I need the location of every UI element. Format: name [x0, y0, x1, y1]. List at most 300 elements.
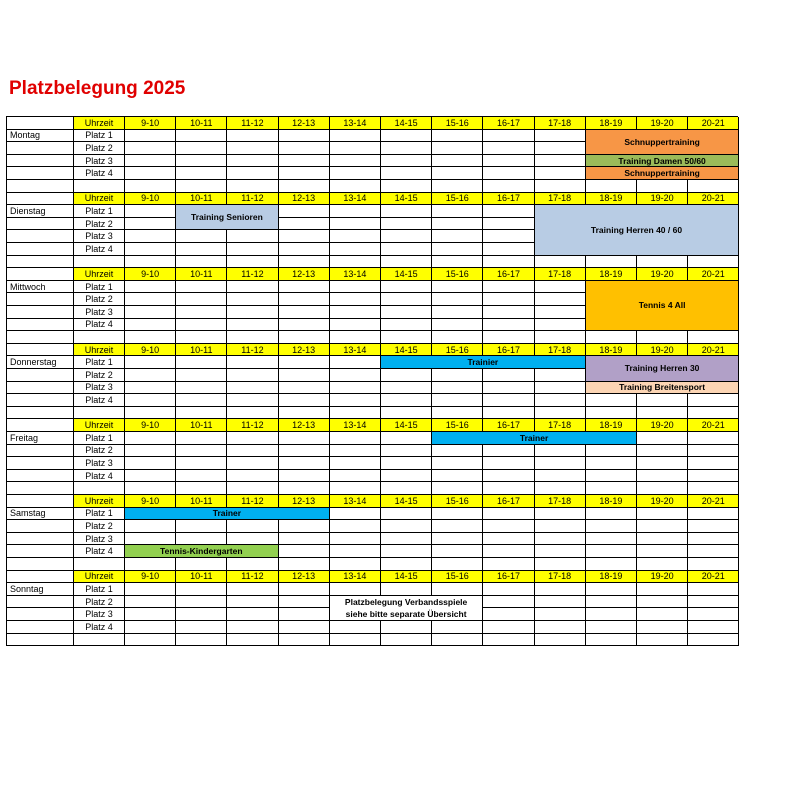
time-slot-header: 16-17: [483, 419, 534, 432]
schedule-cell: [176, 382, 227, 395]
schedule-cell: [125, 596, 176, 609]
schedule-cell: [279, 142, 330, 155]
spacer-cell: [688, 407, 739, 420]
spacer-cell: [74, 331, 125, 344]
schedule-cell: [637, 394, 688, 407]
schedule-cell: [535, 382, 586, 395]
schedule-cell: [125, 319, 176, 332]
spacer-cell: [125, 558, 176, 571]
schedule-cell: [227, 356, 278, 369]
schedule-cell: [637, 445, 688, 458]
court-label: Platz 4: [74, 243, 125, 256]
time-slot-header: 11-12: [227, 117, 278, 130]
day-header-blank: [7, 571, 74, 584]
schedule-cell: [330, 142, 381, 155]
schedule-cell: [125, 230, 176, 243]
schedule-cell: [483, 230, 534, 243]
schedule-cell: [176, 608, 227, 621]
court-label: Platz 1: [74, 508, 125, 521]
spacer-cell: [125, 256, 176, 269]
spacer-cell: [535, 482, 586, 495]
time-label: Uhrzeit: [74, 495, 125, 508]
schedule-cell: [381, 243, 432, 256]
schedule-cell: [483, 319, 534, 332]
time-slot-header: 17-18: [535, 193, 586, 206]
schedule-cell: [279, 230, 330, 243]
schedule-cell: [381, 445, 432, 458]
spacer-cell: [330, 407, 381, 420]
schedule-cell: [227, 621, 278, 634]
schedule-cell: [125, 306, 176, 319]
schedule-cell: [227, 369, 278, 382]
day-label: Donnerstag: [7, 356, 74, 369]
spacer-cell: [586, 256, 637, 269]
schedule-cell: [330, 432, 381, 445]
court-label: Platz 4: [74, 545, 125, 558]
spacer-cell: [637, 634, 688, 647]
time-slot-header: 12-13: [279, 495, 330, 508]
schedule-cell: [381, 545, 432, 558]
time-label: Uhrzeit: [74, 117, 125, 130]
time-slot-header: 14-15: [381, 419, 432, 432]
schedule-cell: [227, 142, 278, 155]
day-header-blank: [7, 193, 74, 206]
spacer-cell: [279, 482, 330, 495]
schedule-cell: [176, 583, 227, 596]
day-cell-blank: [7, 596, 74, 609]
schedule-cell: [432, 218, 483, 231]
schedule-cell: [432, 533, 483, 546]
court-label: Platz 2: [74, 596, 125, 609]
spacer-cell: [432, 634, 483, 647]
schedule-cell: [330, 470, 381, 483]
schedule-cell: [279, 596, 330, 609]
schedule-cell: [279, 457, 330, 470]
schedule-cell: [381, 382, 432, 395]
spacer-cell: [74, 407, 125, 420]
schedule-cell: [125, 608, 176, 621]
schedule-cell: [483, 281, 534, 294]
schedule-cell: [432, 394, 483, 407]
time-slot-header: 16-17: [483, 193, 534, 206]
schedule-cell: [125, 457, 176, 470]
schedule-cell: [432, 382, 483, 395]
schedule-cell: [535, 142, 586, 155]
time-slot-header: 10-11: [176, 193, 227, 206]
schedule-cell: [330, 167, 381, 180]
schedule-cell: [483, 130, 534, 143]
schedule-cell: [637, 596, 688, 609]
booking-block: Training Herren 30: [585, 355, 740, 381]
schedule-cell: [279, 520, 330, 533]
schedule-cell: [176, 142, 227, 155]
schedule-cell: [176, 281, 227, 294]
court-label: Platz 3: [74, 306, 125, 319]
time-slot-header: 11-12: [227, 193, 278, 206]
time-slot-header: 9-10: [125, 193, 176, 206]
schedule-cell: [279, 533, 330, 546]
schedule-cell: [227, 445, 278, 458]
schedule-cell: [125, 470, 176, 483]
time-label: Uhrzeit: [74, 571, 125, 584]
time-slot-header: 9-10: [125, 571, 176, 584]
schedule-cell: [637, 533, 688, 546]
time-slot-header: 15-16: [432, 495, 483, 508]
schedule-cell: [176, 293, 227, 306]
spacer-cell: [688, 634, 739, 647]
schedule-cell: [330, 281, 381, 294]
schedule-cell: [125, 520, 176, 533]
spacer-cell: [586, 180, 637, 193]
schedule-cell: [381, 142, 432, 155]
day-cell-blank: [7, 394, 74, 407]
schedule-cell: [227, 293, 278, 306]
court-label: Platz 2: [74, 218, 125, 231]
schedule-cell: [330, 243, 381, 256]
schedule-cell: [432, 281, 483, 294]
court-label: Platz 2: [74, 369, 125, 382]
schedule-cell: [535, 281, 586, 294]
schedule-cell: [483, 457, 534, 470]
schedule-cell: [279, 306, 330, 319]
schedule-cell: [432, 319, 483, 332]
spacer-cell: [7, 331, 74, 344]
spacer-cell: [7, 180, 74, 193]
schedule-cell: [432, 306, 483, 319]
schedule-cell: [637, 432, 688, 445]
time-slot-header: 20-21: [688, 495, 739, 508]
schedule-cell: [125, 583, 176, 596]
spacer-cell: [432, 256, 483, 269]
schedule-cell: [176, 230, 227, 243]
spacer-cell: [125, 331, 176, 344]
schedule-cell: [586, 520, 637, 533]
schedule-cell: [330, 356, 381, 369]
spacer-cell: [483, 256, 534, 269]
day-header-blank: [7, 344, 74, 357]
schedule-cell: [381, 293, 432, 306]
spacer-cell: [279, 558, 330, 571]
booking-block: Training Senioren: [175, 204, 278, 230]
schedule-cell: [227, 281, 278, 294]
court-label: Platz 2: [74, 293, 125, 306]
schedule-cell: [227, 457, 278, 470]
spacer-cell: [637, 558, 688, 571]
time-slot-header: 20-21: [688, 193, 739, 206]
schedule-cell: [432, 155, 483, 168]
schedule-cell: [535, 130, 586, 143]
schedule-cell: [483, 369, 534, 382]
schedule-cell: [279, 432, 330, 445]
time-slot-header: 13-14: [330, 419, 381, 432]
time-slot-header: 10-11: [176, 419, 227, 432]
spacer-cell: [279, 180, 330, 193]
spacer-cell: [432, 558, 483, 571]
schedule-cell: [535, 608, 586, 621]
spacer-cell: [381, 331, 432, 344]
booking-block: Tennis 4 All: [585, 280, 740, 331]
schedule-cell: [535, 167, 586, 180]
spacer-cell: [483, 180, 534, 193]
booking-block: Schnuppertraining: [585, 166, 740, 180]
time-slot-header: 11-12: [227, 344, 278, 357]
schedule-cell: [227, 470, 278, 483]
spacer-cell: [227, 180, 278, 193]
spacer-cell: [176, 634, 227, 647]
schedule-cell: [535, 445, 586, 458]
spacer-cell: [432, 180, 483, 193]
schedule-cell: [535, 369, 586, 382]
schedule-cell: [125, 130, 176, 143]
schedule-cell: [176, 457, 227, 470]
schedule-cell: [227, 596, 278, 609]
schedule-cell: [125, 243, 176, 256]
spacer-cell: [381, 180, 432, 193]
schedule-cell: [330, 293, 381, 306]
time-slot-header: 11-12: [227, 268, 278, 281]
schedule-cell: [381, 218, 432, 231]
schedule-cell: [125, 369, 176, 382]
schedule-cell: [432, 520, 483, 533]
time-slot-header: 16-17: [483, 117, 534, 130]
schedule-cell: [125, 167, 176, 180]
schedule-cell: [586, 608, 637, 621]
time-slot-header: 19-20: [637, 268, 688, 281]
schedule-cell: [227, 394, 278, 407]
time-slot-header: 17-18: [535, 419, 586, 432]
day-cell-blank: [7, 218, 74, 231]
spacer-cell: [125, 407, 176, 420]
schedule-cell: [535, 319, 586, 332]
schedule-cell: [381, 167, 432, 180]
time-slot-header: 17-18: [535, 571, 586, 584]
schedule-cell: [483, 155, 534, 168]
schedule-cell: [330, 205, 381, 218]
time-slot-header: 14-15: [381, 268, 432, 281]
spacer-cell: [74, 634, 125, 647]
schedule-cell: [330, 621, 381, 634]
schedule-cell: [432, 621, 483, 634]
spacer-cell: [535, 256, 586, 269]
day-header-blank: [7, 495, 74, 508]
schedule-cell: [586, 445, 637, 458]
spacer-cell: [381, 634, 432, 647]
schedule-cell: [125, 432, 176, 445]
schedule-cell: [688, 608, 739, 621]
booking-block: Training Herren 40 / 60: [534, 204, 740, 255]
spacer-cell: [432, 407, 483, 420]
spacer-cell: [535, 407, 586, 420]
day-cell-blank: [7, 621, 74, 634]
schedule-cell: [381, 533, 432, 546]
schedule-cell: [227, 130, 278, 143]
day-label: Montag: [7, 130, 74, 143]
schedule-cell: [432, 470, 483, 483]
schedule-cell: [279, 319, 330, 332]
court-label: Platz 3: [74, 382, 125, 395]
sunday-note: [329, 595, 484, 621]
time-slot-header: 18-19: [586, 193, 637, 206]
day-label: Samstag: [7, 508, 74, 521]
spacer-cell: [637, 407, 688, 420]
schedule-cell: [125, 205, 176, 218]
schedule-cell: [227, 243, 278, 256]
schedule-cell: [279, 130, 330, 143]
day-cell-blank: [7, 445, 74, 458]
time-slot-header: 20-21: [688, 268, 739, 281]
schedule-cell: [586, 621, 637, 634]
schedule-cell: [381, 230, 432, 243]
schedule-cell: [176, 470, 227, 483]
schedule-cell: [535, 306, 586, 319]
booking-block: Trainier: [380, 355, 586, 369]
schedule-cell: [688, 533, 739, 546]
day-label: Sonntag: [7, 583, 74, 596]
spacer-cell: [330, 180, 381, 193]
schedule-cell: [688, 394, 739, 407]
court-label: Platz 3: [74, 608, 125, 621]
spacer-cell: [7, 256, 74, 269]
schedule-cell: [381, 155, 432, 168]
spacer-cell: [176, 407, 227, 420]
spacer-cell: [432, 331, 483, 344]
schedule-cell: [227, 319, 278, 332]
schedule-cell: [381, 621, 432, 634]
schedule-cell: [432, 142, 483, 155]
time-slot-header: 10-11: [176, 495, 227, 508]
schedule-cell: [432, 167, 483, 180]
schedule-cell: [330, 306, 381, 319]
schedule-cell: [483, 583, 534, 596]
schedule-cell: [535, 596, 586, 609]
time-slot-header: 17-18: [535, 495, 586, 508]
schedule-cell: [279, 621, 330, 634]
schedule-cell: [330, 457, 381, 470]
day-cell-blank: [7, 470, 74, 483]
schedule-cell: [330, 520, 381, 533]
schedule-cell: [381, 205, 432, 218]
time-slot-header: 16-17: [483, 571, 534, 584]
schedule-cell: [637, 621, 688, 634]
spacer-cell: [586, 482, 637, 495]
schedule-cell: [330, 130, 381, 143]
schedule-cell: [125, 218, 176, 231]
spacer-cell: [176, 558, 227, 571]
time-slot-header: 15-16: [432, 571, 483, 584]
booking-block: Trainer: [431, 431, 637, 445]
day-cell-blank: [7, 142, 74, 155]
time-slot-header: 9-10: [125, 419, 176, 432]
schedule-cell: [535, 520, 586, 533]
schedule-cell: [483, 167, 534, 180]
spacer-cell: [176, 331, 227, 344]
spacer-cell: [381, 482, 432, 495]
court-label: Platz 3: [74, 230, 125, 243]
spacer-cell: [279, 331, 330, 344]
court-label: Platz 4: [74, 319, 125, 332]
time-slot-header: 9-10: [125, 268, 176, 281]
schedule-cell: [330, 369, 381, 382]
time-slot-header: 19-20: [637, 117, 688, 130]
spacer-cell: [74, 180, 125, 193]
time-slot-header: 18-19: [586, 117, 637, 130]
court-label: Platz 3: [74, 155, 125, 168]
schedule-cell: [483, 394, 534, 407]
court-label: Platz 1: [74, 356, 125, 369]
schedule-cell: [176, 621, 227, 634]
schedule-cell: [176, 306, 227, 319]
schedule-cell: [586, 533, 637, 546]
schedule-cell: [330, 394, 381, 407]
schedule-cell: [637, 457, 688, 470]
schedule-cell: [586, 596, 637, 609]
spacer-cell: [74, 558, 125, 571]
schedule-cell: [586, 545, 637, 558]
spacer-cell: [381, 407, 432, 420]
booking-block: Training Damen 50/60: [585, 154, 740, 168]
time-slot-header: 18-19: [586, 571, 637, 584]
schedule-cell: [688, 457, 739, 470]
schedule-cell: [330, 218, 381, 231]
schedule-cell: [125, 394, 176, 407]
time-slot-header: 10-11: [176, 571, 227, 584]
court-label: Platz 4: [74, 470, 125, 483]
booking-block: Schnuppertraining: [585, 129, 740, 155]
time-slot-header: 18-19: [586, 344, 637, 357]
time-label: Uhrzeit: [74, 193, 125, 206]
time-slot-header: 19-20: [637, 495, 688, 508]
time-slot-header: 15-16: [432, 268, 483, 281]
time-slot-header: 17-18: [535, 268, 586, 281]
schedule-cell: [381, 457, 432, 470]
schedule-cell: [586, 457, 637, 470]
schedule-cell: [688, 583, 739, 596]
schedule-cell: [586, 508, 637, 521]
schedule-cell: [330, 155, 381, 168]
spacer-cell: [125, 180, 176, 193]
court-label: Platz 1: [74, 130, 125, 143]
schedule-cell: [381, 130, 432, 143]
schedule-cell: [176, 445, 227, 458]
schedule-cell: [688, 545, 739, 558]
time-slot-header: 18-19: [586, 495, 637, 508]
schedule-cell: [279, 293, 330, 306]
spacer-cell: [176, 180, 227, 193]
schedule-cell: [279, 445, 330, 458]
schedule-cell: [227, 608, 278, 621]
schedule-cell: [279, 167, 330, 180]
spacer-cell: [586, 407, 637, 420]
time-slot-header: 20-21: [688, 419, 739, 432]
time-slot-header: 14-15: [381, 571, 432, 584]
schedule-cell: [125, 142, 176, 155]
schedule-cell: [279, 205, 330, 218]
time-slot-header: 12-13: [279, 419, 330, 432]
court-label: Platz 4: [74, 621, 125, 634]
schedule-cell: [279, 243, 330, 256]
schedule-cell: [279, 608, 330, 621]
schedule-cell: [176, 369, 227, 382]
time-slot-header: 13-14: [330, 268, 381, 281]
spacer-cell: [227, 634, 278, 647]
court-label: Platz 4: [74, 167, 125, 180]
spacer-cell: [535, 331, 586, 344]
schedule-cell: [381, 432, 432, 445]
schedule-cell: [279, 545, 330, 558]
spacer-cell: [688, 482, 739, 495]
schedule-cell: [176, 596, 227, 609]
spacer-cell: [535, 558, 586, 571]
